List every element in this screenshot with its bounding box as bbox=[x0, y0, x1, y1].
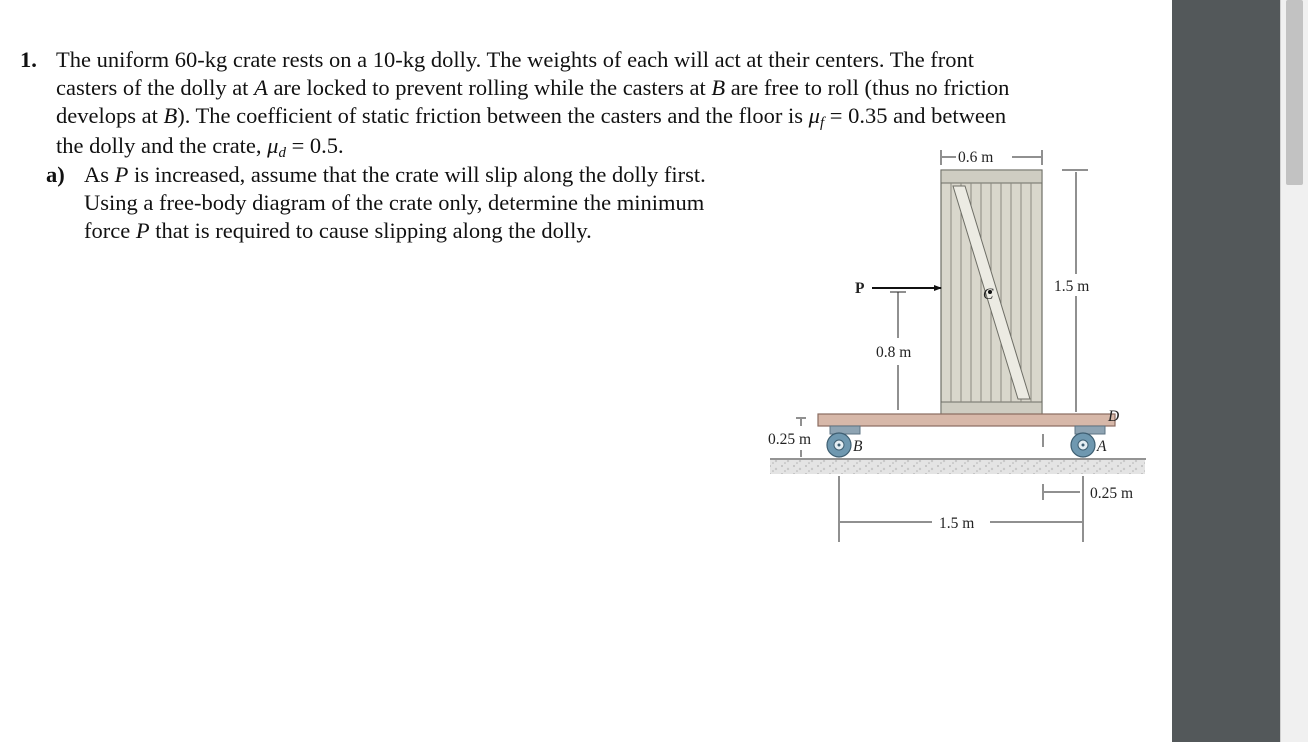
point-b-label: B bbox=[853, 438, 863, 455]
problem-line-3: develops at B). The coefficient of static friction between the casters and the floor is μf = 0.35 and between bbox=[56, 103, 1007, 131]
dolly bbox=[818, 414, 1115, 434]
viewer-gutter bbox=[1172, 0, 1280, 742]
scrollbar-thumb[interactable] bbox=[1286, 0, 1303, 185]
center-label: C bbox=[983, 286, 994, 303]
problem-line-4: the dolly and the crate, μd = 0.5. bbox=[56, 133, 344, 161]
dim-top-width-label: 0.6 m bbox=[958, 149, 994, 166]
problem-line-2: casters of the dolly at A are locked to prevent rolling while the casters at B are free to roll (thus no friction bbox=[56, 75, 1010, 100]
point-a-label: A bbox=[1097, 438, 1107, 455]
dim-p-height-label: 0.8 m bbox=[876, 344, 912, 361]
part-a-label: a) bbox=[46, 162, 65, 187]
vertical-scrollbar[interactable] bbox=[1280, 0, 1308, 742]
problem-line-1: The uniform 60-kg crate rests on a 10-kg dolly. The weights of each will act at their centers. The front bbox=[56, 47, 975, 72]
ground bbox=[770, 459, 1146, 474]
part-a-line-2: Using a free-body diagram of the crate only, determine the minimum bbox=[84, 190, 705, 215]
dim-caster-height-label: 0.25 m bbox=[768, 431, 812, 448]
part-a-line-1: As P is increased, assume that the crate will slip along the dolly first. bbox=[84, 162, 706, 187]
dim-crate-height-label: 1.5 m bbox=[1054, 278, 1090, 295]
caster-a bbox=[1071, 433, 1095, 457]
dim-offset-label: 0.25 m bbox=[1090, 485, 1134, 502]
dim-base bbox=[839, 476, 1082, 542]
part-a-line-3: force P that is required to cause slipping along the dolly. bbox=[84, 218, 592, 243]
force-p-label: P bbox=[855, 280, 865, 297]
point-d-label: D bbox=[1108, 408, 1120, 425]
dim-base-label: 1.5 m bbox=[939, 515, 975, 532]
crate-dolly-figure bbox=[760, 140, 1160, 550]
caster-b bbox=[827, 433, 851, 457]
problem-number: 1. bbox=[20, 47, 37, 72]
